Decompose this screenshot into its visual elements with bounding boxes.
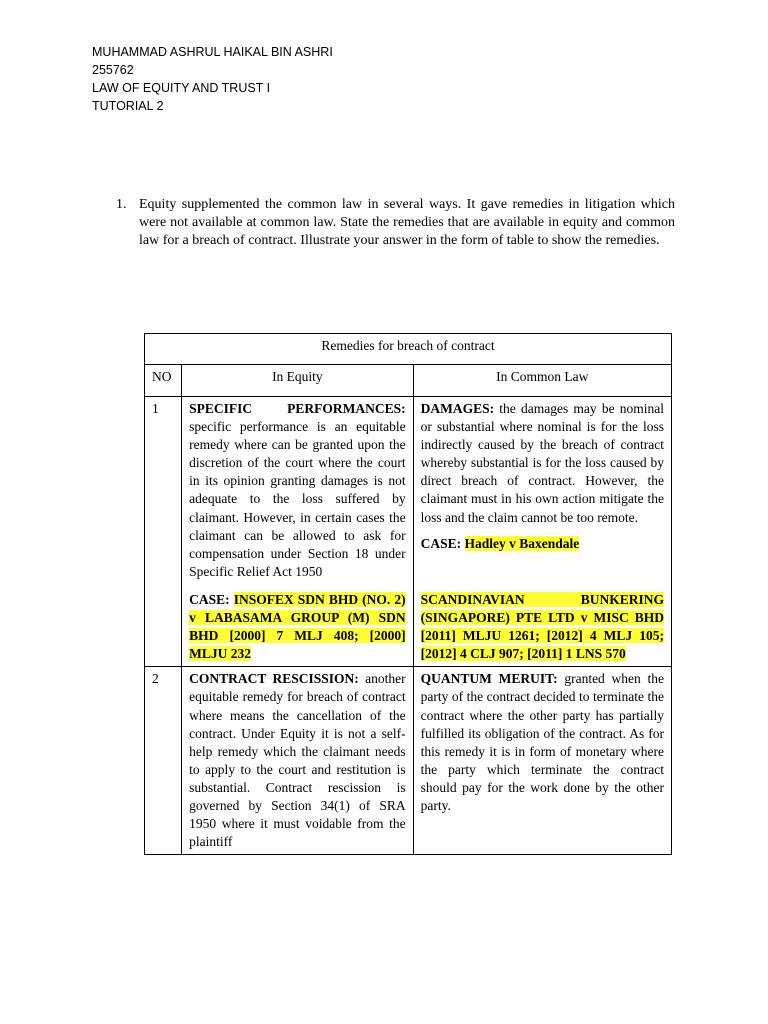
- remedy-description: specific performance is an equitable remedy where can be granted upon the discretion of the court where the court in its opinion granting damages is not adequate to the loss suffered by claimant. However, in certain cases the claimant can be allowed to ask for compensation under Section 18 under Specific Relief Act 1950: [189, 419, 406, 579]
- student-id: 255762: [92, 63, 134, 77]
- equity-remedy-text: [189, 400, 405, 581]
- case-citation: [421, 535, 664, 553]
- remedy-heading: CONTRACT RESCISSION:: [189, 671, 359, 687]
- remedy-description: the damages may be nominal or substantial where nominal is for the loss indirectly caused by the breach of contract whereby substantial is for the loss caused by direct breach of contract. However, the claimant must in his own action mitigate the loss and the claim cannot be too remote.: [420, 401, 664, 525]
- equity-cell: [182, 667, 413, 855]
- remedies-table: [144, 333, 672, 855]
- row-number: 1: [145, 397, 182, 667]
- row-number: 2: [145, 667, 182, 855]
- common-law-cell: [413, 667, 671, 855]
- question-1: [116, 196, 676, 250]
- student-name: MUHAMMAD ASHRUL HAIKAL BIN ASHRI: [92, 45, 333, 59]
- case-name: SCANDINAVIAN BUNKERING (SINGAPORE) PTE LTD v MISC BHD [2011] MLJU 1261; [2012] 4 MLJ 105; [2012] 4 CLJ 907; [2011] 1 LNS 570: [420, 591, 664, 662]
- table-row: [145, 397, 672, 667]
- question-text: Equity supplemented the common law in several ways. It gave remedies in litigation which were not available at common law. State the remedies that are available in equity and common law for a breach of contract. Illustrate your answer in the form of table to show the remedies.: [139, 197, 675, 248]
- table-header-row: [145, 365, 672, 397]
- case-citation: [189, 591, 405, 663]
- remedy-heading: QUANTUM MERUIT:: [420, 671, 558, 687]
- common-law-remedy-text: [421, 400, 664, 527]
- header-equity: In Equity: [182, 365, 413, 397]
- course-title: LAW OF EQUITY AND TRUST I: [92, 81, 271, 95]
- remedy-description: granted when the party of the contract decided to terminate the contract where the other party has partially fulfilled its obligation of the contract. As for this remedy it is in form of monetary where the party which terminate the contract should pay for the work done by the other party.: [420, 671, 665, 813]
- case-label: CASE:: [189, 591, 230, 607]
- case-citation: [421, 591, 664, 663]
- case-name: Hadley v Baxendale: [464, 535, 580, 551]
- case-label: CASE:: [420, 535, 462, 551]
- table-title: Remedies for breach of contract: [145, 334, 672, 365]
- header-common-law: In Common Law: [413, 365, 671, 397]
- remedy-description: another equitable remedy for breach of contract where means the cancellation of the contract. Under Equity it is not a self-help remedy which the claimant needs to apply to the court and restitution is substantial. Contract rescission is governed by Section 34(1) of SRA 1950 where it must voidable from the plaintiff: [189, 671, 406, 850]
- equity-cell: [182, 397, 413, 667]
- tutorial-label: TUTORIAL 2: [92, 99, 164, 113]
- student-header: [92, 43, 333, 115]
- header-no: NO: [145, 365, 182, 397]
- equity-remedy-text: [189, 670, 405, 851]
- case-name: INSOFEX SDN BHD (NO. 2) v LABASAMA GROUP (M) SDN BHD [2000] 7 MLJ 408; [2000] MLJU 232: [189, 591, 406, 662]
- table-title-row: [145, 334, 672, 365]
- question-number: 1.: [116, 197, 127, 212]
- common-law-cell: [413, 397, 671, 667]
- remedy-heading: DAMAGES:: [420, 401, 495, 416]
- common-law-remedy-text: [421, 670, 664, 815]
- remedy-heading: SPECIFIC PERFORMANCES:: [189, 401, 406, 416]
- table-row: [145, 667, 672, 855]
